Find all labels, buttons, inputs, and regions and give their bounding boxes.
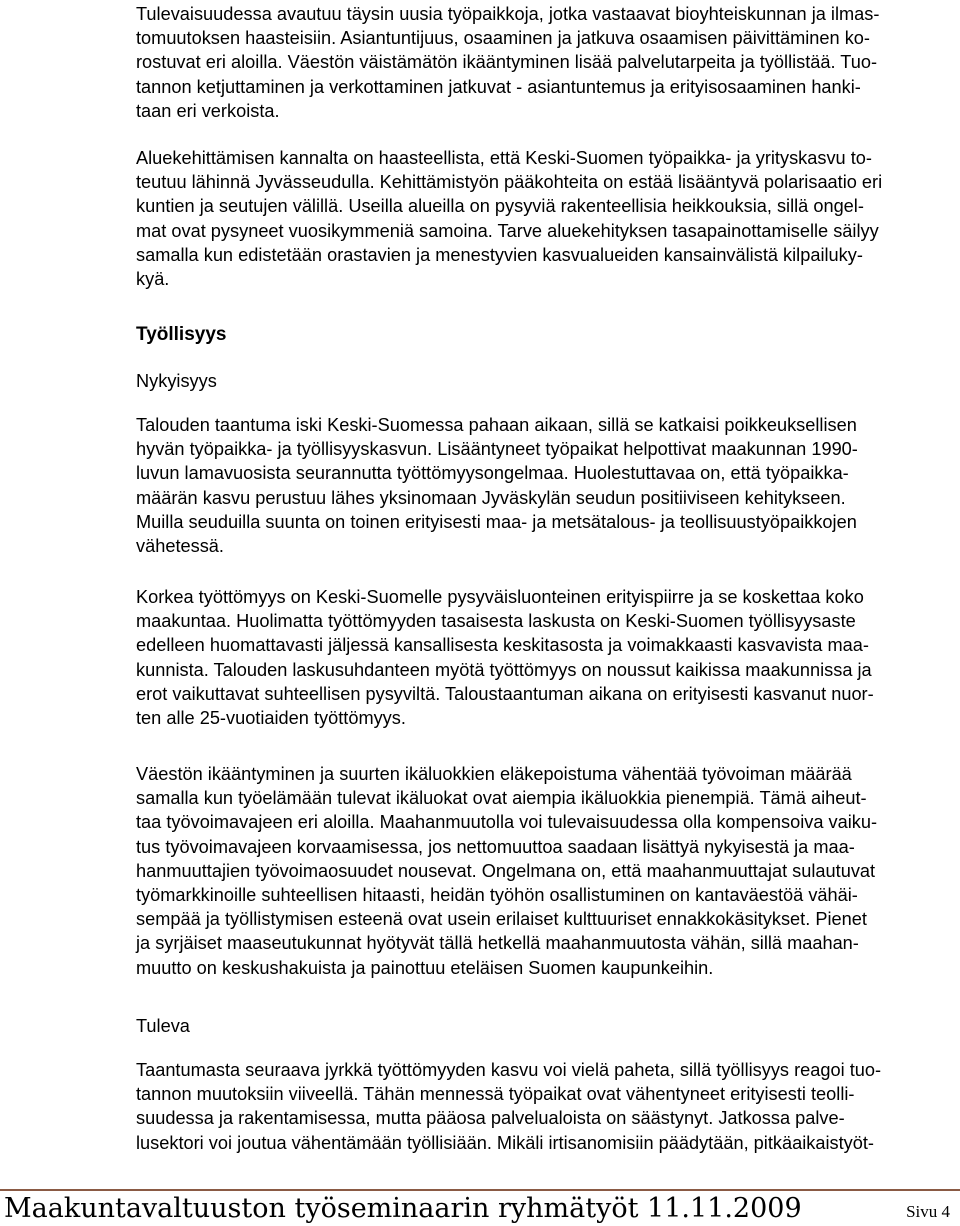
paragraph-text: Väestön ikääntyminen ja suurten ikäluokkien eläkepoistuma vähentää työvoiman määrää samalla kun työelämään tulevat ikäluokat ovat aiempia ikäluokkia pienempiä. Tämä aiheut- taa työvoimavajeen eri aloilla. Maahanmuutolla voi tulevaisuudessa olla kompensoiva vaiku- tus työvoimavajeen korvaamisessa, jos nettomuuttoa saadaan lisättyä nykyisestä ja maa- hanmuuttajien työvoimaosuudet nousevat. Ongelmana on, että maahanmuuttajat sulautuvat työmarkkinoille suhteellisen hitaasti, heidän työhön osallistuminen on kantaväestöä vähäi- sempää ja työllistymisen esteenä ovat usein erilaiset kulttuuriset ennakkokäsitykset. Pienet ja syrjäiset maaseutukunnat hyötyvät tällä hetkellä maahanmuutosta vähän, sillä maahan- muutto on keskushakuista ja painottuu eteläisen Suomen kaupunkeihin. <box>136 764 878 978</box>
paragraph-text: Aluekehittämisen kannalta on haasteellista, että Keski-Suomen työpaikka- ja yrityskasvu to- teutuu lähinnä Jyvässeudulla. Kehittämistyön pääkohteita on estää lisääntyvä polarisaatio eri kuntien ja seutujen välillä. Useilla alueilla on pysyviä rakenteellisia heikkouksia, sillä ongel- mat ovat pysyneet vuosikymmeniä samoina. Tarve aluekehityksen tasapainottamiselle säilyy samalla kun edistetään orastavien ja menestyvien kasvualueiden kansainvälistä kilpailuky- kyä. <box>136 148 883 290</box>
footer-divider <box>0 1189 960 1191</box>
paragraph-regional-development <box>136 146 956 291</box>
paragraph-text: Tulevaisuudessa avautuu täysin uusia työpaikkoja, jotka vastaavat bioyhteiskunnan ja ilmas- tomuutoksen haasteisiin. Asiantuntijuus, osaaminen ja jatkuva osaamisen päivittäminen ko- rostuvat eri aloilla. Väestön väistämätön ikääntyminen lisää palvelutarpeita ja työllistää. Tuo- tannon ketjuttaminen ja verkottaminen jatkuvat - asiantuntemus ja erityisosaaminen hanki- taan eri verkoista. <box>136 4 880 121</box>
paragraph-recession <box>136 413 956 558</box>
page-number: Sivu 4 <box>906 1202 950 1221</box>
heading-text: Työllisyys <box>136 324 227 345</box>
section-heading-employment <box>136 323 956 347</box>
paragraph-unemployment <box>136 585 956 730</box>
footer-title: Maakuntavaltuuston työseminaarin ryhmätyöt 11.11.2009 <box>4 1193 802 1224</box>
paragraph-text: Taantumasta seuraava jyrkkä työttömyyden kasvu voi vielä paheta, sillä työllisyys reagoi tuo- tannon muutoksiin viiveellä. Tähän mennessä työpaikat ovat vähentyneet erityisesti teolli- suudessa ja rakentamisessa, mutta pääosa palvelualoista on säästynyt. Jatkossa palve- lusektori voi joutua vähentämään työllisiään. Mikäli irtisanomisiin päädytään, pitkäaikaistyöt- <box>136 1060 882 1153</box>
paragraph-text: Korkea työttömyys on Keski-Suomelle pysyväisluonteinen erityispiirre ja se koskettaa koko maakuntaa. Huolimatta työttömyyden tasaisesta laskusta on Keski-Suomen työllisyysaste edelleen huomattavasti jäljessä kansallisesta keskitasosta ja voimakkaasti kasvavista maa- kunnista. Talouden laskusuhdanteen myötä työttömyys on noussut kaikissa maakunnissa ja erot vaikuttavat suhteellisen pysyviltä. Taloustaantuman aikana on erityisesti kasvanut nuor- ten alle 25-vuotiaiden työttömyys. <box>136 587 874 729</box>
paragraph-population-aging <box>136 762 956 980</box>
heading-text: Tuleva <box>136 1016 190 1036</box>
paragraph-text: Talouden taantuma iski Keski-Suomessa pahaan aikaan, sillä se katkaisi poikkeuksellisen hyvän työpaikka- ja työllisyyskasvun. Lisääntyneet työpaikat helpottivat maakunnan 1990- luvun lamavuosista seurannutta työttömyysongelmaa. Huolestuttavaa on, että työpaikka- määrän kasvu perustuu lähes yksinomaan Jyväskylän seudun positiiviseen kehitykseen. Muilla seuduilla suunta on toinen erityisesti maa- ja metsätalous- ja teollisuustyöpaikkojen vähetessä. <box>136 415 858 557</box>
heading-text: Nykyisyys <box>136 371 217 391</box>
subheading-future <box>136 1014 956 1038</box>
paragraph-future-outlook <box>136 1058 956 1155</box>
subheading-present <box>136 369 956 393</box>
paragraph-future-jobs <box>136 2 956 123</box>
